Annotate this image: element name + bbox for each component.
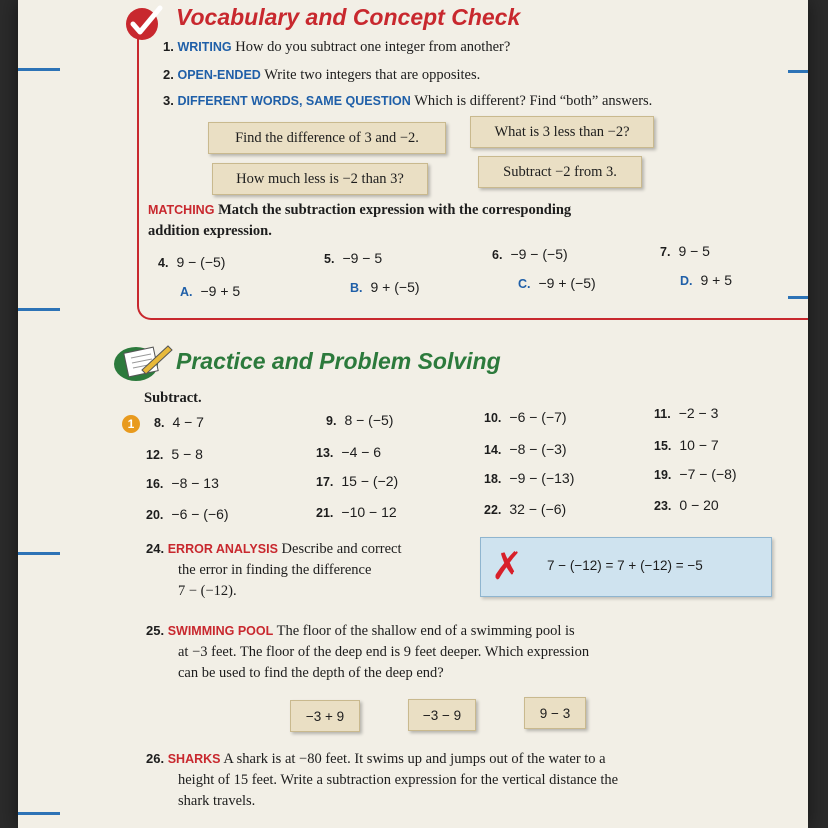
exercise: 8. 4 − 7 [154,414,204,430]
exercise: 18. −9 − (−13) [484,470,575,486]
phrase-box: How much less is −2 than 3? [212,163,428,195]
exercise: 20. −6 − (−6) [146,506,229,522]
exercise: 15. 10 − 7 [654,437,719,453]
question-26: 26. SHARKS A shark is at −80 feet. It swims up and jumps out of the water to a height of 15 feet. Write a subtraction expression for the vertical distance the shark travels. [146,751,619,809]
phrase-box: Subtract −2 from 3. [478,156,642,188]
matching-answer: A. −9 + 5 [180,283,241,299]
exercise: 14. −8 − (−3) [484,441,567,457]
margin-rule [18,552,60,555]
matching-problem: 7. 9 − 5 [660,243,710,259]
x-mark-icon: ✗ [491,544,523,588]
textbook-page [18,0,808,828]
exercise: 11. −2 − 3 [654,405,719,421]
pencil-paper-icon [112,340,174,384]
practice-title: Practice and Problem Solving [176,348,501,374]
exercise: 23. 0 − 20 [654,497,719,513]
question-25: 25. SWIMMING POOL The floor of the shallow end of a swimming pool is at −3 feet. The floor of the deep end is 9 feet deeper. Which expression can be used to find the depth of the deep end? [146,623,590,681]
matching-problem: 4. 9 − (−5) [158,254,226,270]
exercise: 10. −6 − (−7) [484,409,567,425]
matching-answer: B. 9 + (−5) [350,279,420,295]
matching-answer: D. 9 + 5 [680,272,733,288]
matching-problem: 5. −9 − 5 [324,250,383,266]
question-3: 3. DIFFERENT WORDS, SAME QUESTION Which is different? Find “both” answers. [163,93,653,109]
exercise: 17. 15 − (−2) [316,473,399,489]
question-2: 2. OPEN-ENDED Write two integers that are opposites. [163,67,481,83]
matching-answer: C. −9 + (−5) [518,275,596,291]
exercise: 9. 8 − (−5) [326,412,394,428]
matching-problem: 6. −9 − (−5) [492,246,568,262]
exercise: 16. −8 − 13 [146,475,219,491]
checkmark-icon [122,2,166,42]
phrase-box: Find the difference of 3 and −2. [208,122,446,154]
exercise: 21. −10 − 12 [316,504,397,520]
error-analysis-box [480,537,772,597]
phrase-box: What is 3 less than −2? [470,116,654,148]
answer-choice: −3 − 9 [408,699,476,731]
margin-rule [18,68,60,71]
answer-choice: −3 + 9 [290,700,360,732]
vocab-title: Vocabulary and Concept Check [176,4,521,30]
answer-choice: 9 − 3 [524,697,586,729]
subtract-label: Subtract. [144,390,202,406]
margin-rule [18,308,60,311]
matching-instructions: MATCHING Match the subtraction expression with the corresponding addition expression. [148,202,572,239]
exercise: 19. −7 − (−8) [654,466,737,482]
exercise: 12. 5 − 8 [146,446,203,462]
error-work: 7 − (−12) = 7 + (−12) = −5 [547,558,703,573]
question-1: 1. WRITING How do you subtract one integer from another? [163,39,511,55]
margin-rule [18,812,60,815]
question-24: 24. ERROR ANALYSIS Describe and correct the error in finding the difference 7 − (−12). [146,541,402,599]
exercise: 22. 32 − (−6) [484,501,567,517]
example-marker-badge: 1 [122,415,140,433]
exercise: 13. −4 − 6 [316,444,382,460]
